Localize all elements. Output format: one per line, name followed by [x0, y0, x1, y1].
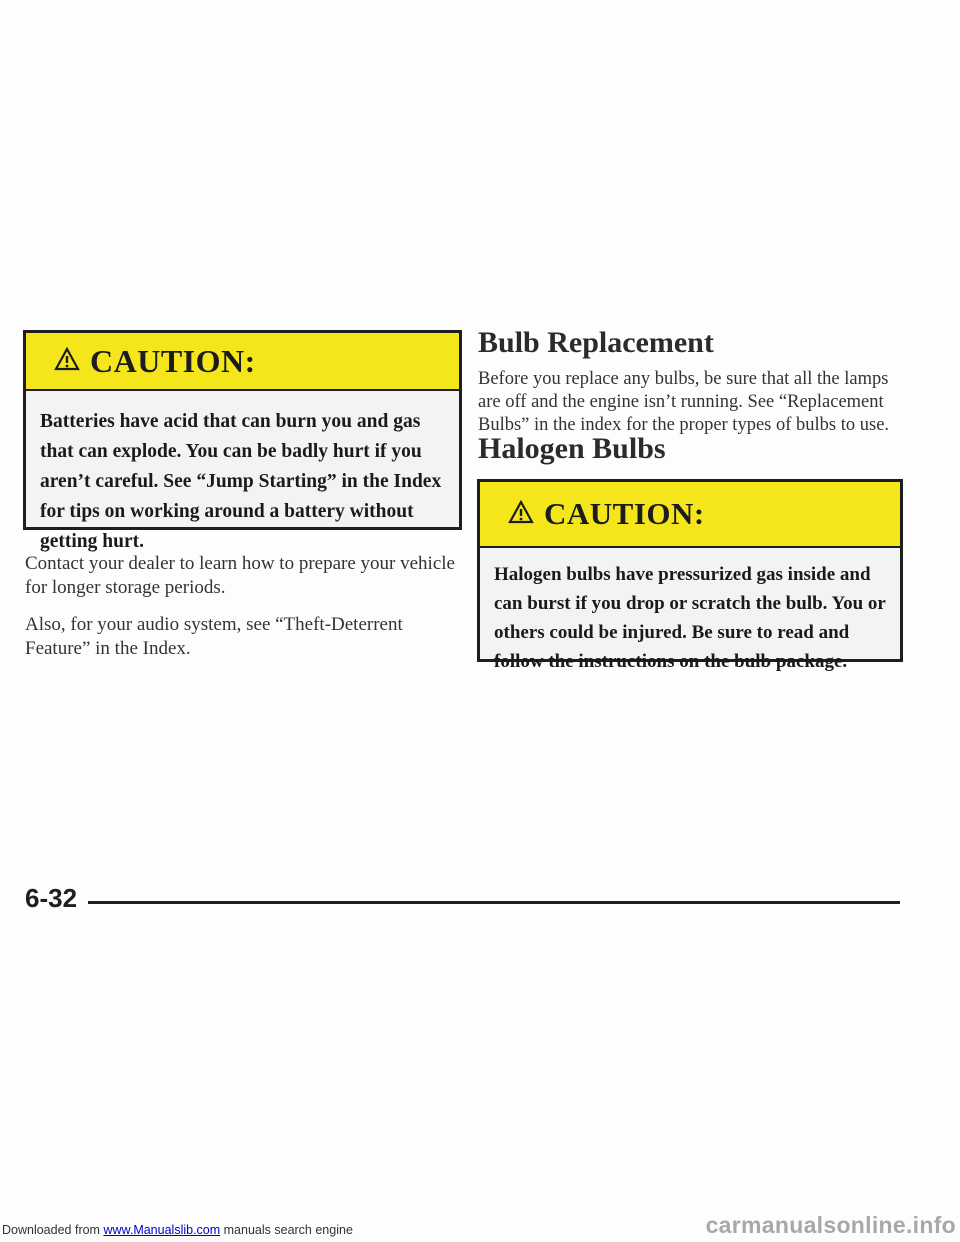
source-prefix: Downloaded from	[2, 1223, 104, 1237]
storage-paragraph: Contact your dealer to learn how to prepare your vehicle for longer storage periods.	[25, 553, 455, 598]
caution-heading: CAUTION:	[544, 496, 705, 531]
caution-box-battery	[23, 330, 462, 552]
warning-triangle-icon	[54, 347, 80, 376]
warning-triangle-icon	[508, 500, 534, 529]
bulb-replacement-heading: Bulb Replacement	[478, 326, 714, 359]
page-number: 6-32	[25, 883, 78, 913]
caution-heading: CAUTION:	[90, 342, 256, 379]
caution-box-halogen	[477, 479, 903, 672]
footer-rule	[88, 901, 900, 904]
download-source-line	[2, 1223, 353, 1237]
manualslib-link[interactable]: www.Manualslib.com	[103, 1223, 221, 1237]
halogen-bulbs-heading: Halogen Bulbs	[478, 432, 666, 465]
caution-text: Halogen bulbs have pressurized gas inside and can burst if you drop or scratch the bulb. You or others could be injured. Be sure to read and follow the instructions on the bulb package.	[494, 564, 886, 672]
audio-paragraph: Also, for your audio system, see “Theft-Deterrent Feature” in the Index.	[25, 614, 403, 659]
source-suffix: manuals search engine	[220, 1223, 353, 1237]
watermark: carmanualsonline.info	[705, 1212, 956, 1238]
caution-header	[26, 333, 459, 391]
bulb-replacement-paragraph: Before you replace any bulbs, be sure that all the lamps are off and the engine isn’t running. See “Replacement Bulbs” in the index for the proper types of bulbs to use.	[478, 369, 890, 435]
caution-text: Batteries have acid that can burn you and gas that can explode. You can be badly hurt if you aren’t careful. See “Jump Starting” in the Index for tips on working around a battery without getting hurt.	[40, 411, 442, 552]
caution-header	[480, 482, 900, 548]
